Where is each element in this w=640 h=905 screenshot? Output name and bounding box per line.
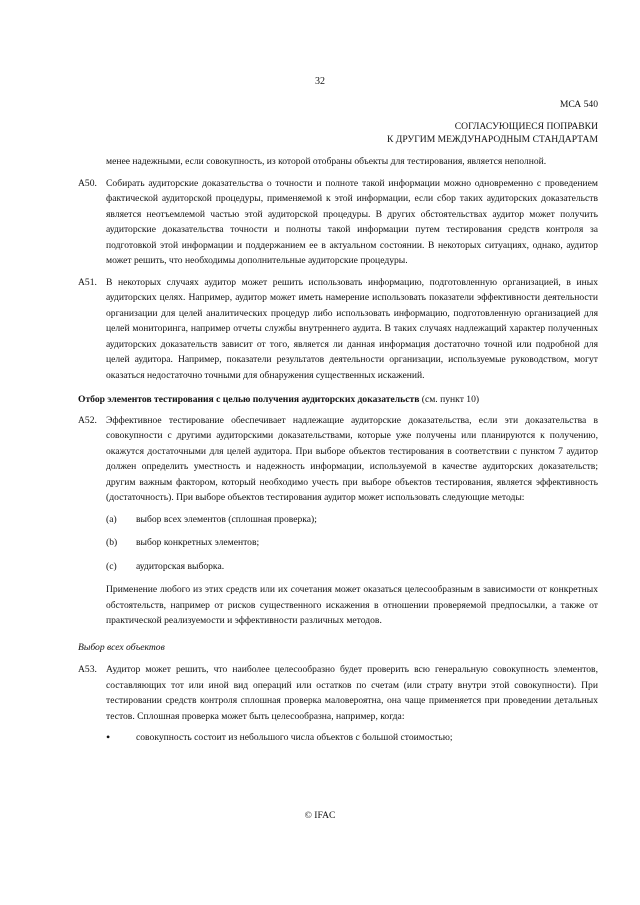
paragraph-number: A50. [78,177,97,189]
list-item-label: (b) [106,537,118,548]
section-heading-text: Отбор элементов тестирования с целью получения аудиторских доказательств [78,394,420,405]
bullet-item-text: совокупность состоит из небольшого числа объектов с большой стоимостью; [136,732,453,743]
list-item-text: выбор конкретных элементов; [136,537,260,548]
paragraph-a50 [78,176,598,269]
paragraph-a52-continued: Применение любого из этих средств или их сочетания может оказаться целесообразным в зависимости от конкретных обстоятельств, например от рисков существенного искажения в отношении проверяемой предпосылки, а также от практической реализуемости и эффективности различных методов. [106,584,598,626]
paragraph-text: Аудитор может решить, что наиболее целесообразно будет проверить всю генеральную совокупность элементов, составляющих тот или иной вид операций или остатков по счетам (или страту внутри этой совокупности). При тестировании средств контроля сплошная проверка маловероятна, она чаще применяется при проведении детальных тестов. Сплошная проверка может быть целесообразна, например, когда: [106,664,598,722]
paragraph-text: В некоторых случаях аудитор может решить использовать информацию, подготовленную организацией, в иных аудиторских целях. Например, аудитор может иметь намерение использовать показатели эффективности деятельности организации для целей аналитических процедур либо использовать информацию, подготовленную организацией для целей мониторинга, например отчеты службы внутреннего аудита. В таких случаях надлежащий характер полученных аудиторских доказательств зависит от того, является ли данная информация достаточно точной или подробной для целей аудитора. Например, показатели результатов деятельности организации, используемые руководством, могут оказаться недостаточно точными для обнаружения существенных искажений. [106,276,598,381]
bullet-icon: • [106,730,111,744]
running-header-line1: СОГЛАСУЮЩИЕСЯ ПОПРАВКИ [454,121,598,132]
paragraph-number: A51. [78,276,97,288]
list-item-label: (c) [106,560,117,572]
continuation-paragraph: менее надежными, если совокупность, из которой отобраны объекты для тестирования, является неполной. [106,156,547,167]
list-item [78,559,598,575]
section-heading [78,392,598,408]
page-number: 32 [315,76,325,87]
paragraph-a52 [78,413,598,506]
list-item-text: выбор всех элементов (сплошная проверка); [136,513,317,525]
paragraph-text: Собирать аудиторские доказательства о точности и полноте такой информации можно одновременно с проведением фактической аудиторской процедуры, применяемой к этой информации, если сбор таких аудиторских доказательств является неотъемлемой частью этой аудиторской процедуры. В других обстоятельствах аудитор может получить аудиторские доказательства точности и полноты такой информации путем тестирования средств контроля за подготовкой этой информации и поддержанием ее в актуальном состоянии. В некоторых ситуациях, однако, аудитор может решить, что необходимы дополнительные аудиторские процедуры. [106,177,598,266]
paragraph-a53 [78,662,598,724]
paragraph-a51 [78,275,598,384]
paragraph-text: Эффективное тестирование обеспечивает надлежащие аудиторские доказательства, если эти доказательства в совокупности с другими аудиторскими доказательствами, которые уже получены или планируются к получению, окажутся достаточными для целей аудитора. При выборе объектов тестирования в соответствии с пунктом 7 аудитор должен определить уместность и надежность информации, используемой в качестве аудиторских доказательств; другим важным фактором, который необходимо учесть при выборе объектов тестирования, является эффективность (достаточность). При выборе объектов тестирования аудитор может использовать следующие методы: [106,414,598,503]
document-code: МСА 540 [559,99,598,110]
subsection-heading: Выбор всех объектов [78,641,165,653]
list-item [78,535,598,551]
page-body [78,154,598,754]
running-header-line2: К ДРУГИМ МЕЖДУНАРОДНЫМ СТАНДАРТАМ [386,133,598,145]
paragraph-number: A53. [78,664,97,675]
bullet-item [78,730,598,746]
paragraph-number: A52. [78,414,97,426]
list-item-label: (a) [106,513,117,525]
section-heading-reference: (см. пункт 10) [421,394,480,405]
page-footer: © IFAC [304,810,336,821]
running-header [387,121,598,146]
list-item [78,512,598,528]
list-item-text: аудиторская выборка. [136,560,225,572]
